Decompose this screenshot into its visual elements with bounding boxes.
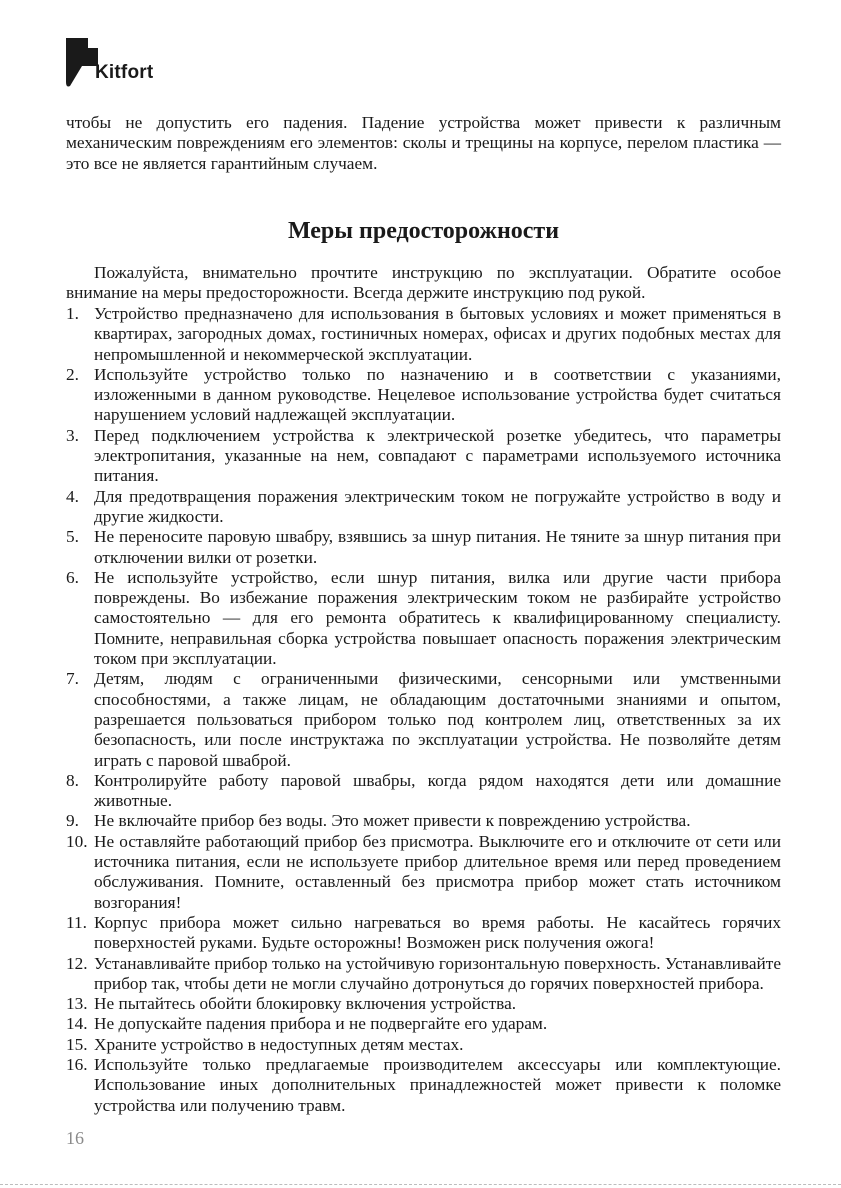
list-item — [66, 954, 781, 995]
list-item — [66, 365, 781, 426]
list-item-number: 4. — [66, 486, 79, 506]
list-item-text: Перед подключением устройства к электрической розетке убедитесь, что параметры электропитания, указанные на нем, совпадают с параметрами используемого источника питания. — [94, 425, 781, 486]
list-item-number: 15. — [66, 1034, 88, 1054]
list-item — [66, 527, 781, 568]
list-item-number: 10. — [66, 831, 88, 851]
list-item — [66, 771, 781, 812]
list-item — [66, 669, 781, 770]
list-item-text: Используйте только предлагаемые производителем аксессуары или комплектующие. Использование иных дополнительных принадлежностей может привести к поломке устройства или получению травм. — [94, 1054, 781, 1115]
list-item-text: Не включайте прибор без воды. Это может привести к повреждению устройства. — [94, 811, 691, 831]
section-intro: Пожалуйста, внимательно прочтите инструкцию по эксплуатации. Обратите особое внимание на меры предосторожности. Всегда держите инструкцию под рукой. — [66, 263, 781, 303]
list-item-text: Корпус прибора может сильно нагреваться во время работы. Не касайтесь горячих поверхностей руками. Будьте осторожны! Возможен риск получения ожога! — [94, 912, 781, 953]
list-item-text: Не допускайте падения прибора и не подвергайте его ударам. — [94, 1014, 548, 1034]
list-item-number: 1. — [66, 304, 79, 323]
list-item-number: 12. — [66, 953, 88, 973]
list-item — [66, 832, 781, 913]
list-item-number: 16. — [66, 1054, 88, 1074]
intro-paragraph: чтобы не допустить его падения. Падение устройства может привести к различным механическим повреждениям его элементов: сколы и трещины на корпусе, перелом пластика — это все не является гарантийным случаем. — [66, 113, 781, 173]
list-item — [66, 1014, 781, 1034]
list-item-number: 3. — [66, 425, 79, 445]
list-item — [66, 913, 781, 954]
list-item-number: 11. — [66, 912, 87, 932]
list-item — [66, 1035, 781, 1055]
page-number: 16 — [66, 1128, 84, 1148]
precautions-list — [66, 304, 781, 1116]
list-item-text: Устройство предназначено для использования в бытовых условиях и может применяться в квартирах, загородных домах, гостиничных номерах, офисах и других подобных местах для непромышленной и некоммерческой эксплуатации. — [94, 304, 781, 364]
list-item-text: Устанавливайте прибор только на устойчивую горизонтальную поверхность. Устанавливайте прибор так, чтобы дети не могли случайно дотронуться до горячих поверхностей прибора. — [94, 953, 781, 993]
list-item-text: Не оставляйте работающий прибор без присмотра. Выключите его и отключите от сети или источника питания, если не используете прибор длительное время или перед проведением обслуживания. Помните, оставленный без присмотра прибор может стать источником возгорания! — [94, 831, 781, 912]
list-item — [66, 1055, 781, 1116]
list-item — [66, 426, 781, 487]
list-item — [66, 568, 781, 669]
list-item — [66, 811, 781, 831]
list-item-text: Не пытайтесь обойти блокировку включения устройства. — [94, 994, 517, 1014]
list-item-text: Храните устройство в недоступных детям местах. — [94, 1034, 464, 1054]
list-item-number: 5. — [66, 527, 79, 547]
brand-name: Kitfort — [95, 62, 154, 83]
list-item-number: 13. — [66, 994, 88, 1014]
list-item-text: Используйте устройство только по назначению и в соответствии с указаниями, изложенными в данном руководстве. Нецелевое использование устройства будет считаться нарушением условий надлежащей эксплуатации. — [94, 364, 781, 425]
list-item-number: 6. — [66, 567, 79, 587]
list-item-text: Контролируйте работу паровой швабры, когда рядом находятся дети или домашние животные. — [94, 770, 781, 811]
list-item — [66, 994, 781, 1014]
list-item — [66, 304, 781, 365]
brand-logo — [66, 38, 176, 88]
list-item-number: 9. — [66, 811, 79, 831]
section-title: Меры предосторожности — [287, 218, 560, 244]
list-item-text: Не используйте устройство, если шнур питания, вилка или другие части прибора повреждены. Во избежание поражения электрическим током не разбирайте устройство самостоятельно — для его ремонта обратитесь к квалифицированному специалисту. Помните, неправильная сборка устройства повышает опасность поражения электрическим током при эксплуатации. — [94, 567, 781, 669]
list-item-number: 8. — [66, 770, 79, 790]
list-item — [66, 487, 781, 528]
list-item-text: Детям, людям с ограниченными физическими, сенсорными или умственными способностями, а также лицам, не обладающим достаточными знаниями и опытом, разрешается пользоваться прибором только под контролем лиц, ответственных за их безопасность, или после инструктажа по эксплуатации устройства. Не позволяйте детям играть с паровой шваброй. — [94, 669, 781, 770]
list-item-number: 2. — [66, 364, 79, 384]
list-item-number: 7. — [66, 669, 79, 689]
list-item-text: Не переносите паровую швабру, взявшись за шнур питания. Не тяните за шнур питания при отключении вилки от розетки. — [94, 527, 781, 567]
list-item-number: 14. — [66, 1014, 88, 1034]
page-bottom-divider — [0, 1184, 841, 1185]
list-item-text: Для предотвращения поражения электрическим током не погружайте устройство в воду и другие жидкости. — [94, 486, 781, 526]
